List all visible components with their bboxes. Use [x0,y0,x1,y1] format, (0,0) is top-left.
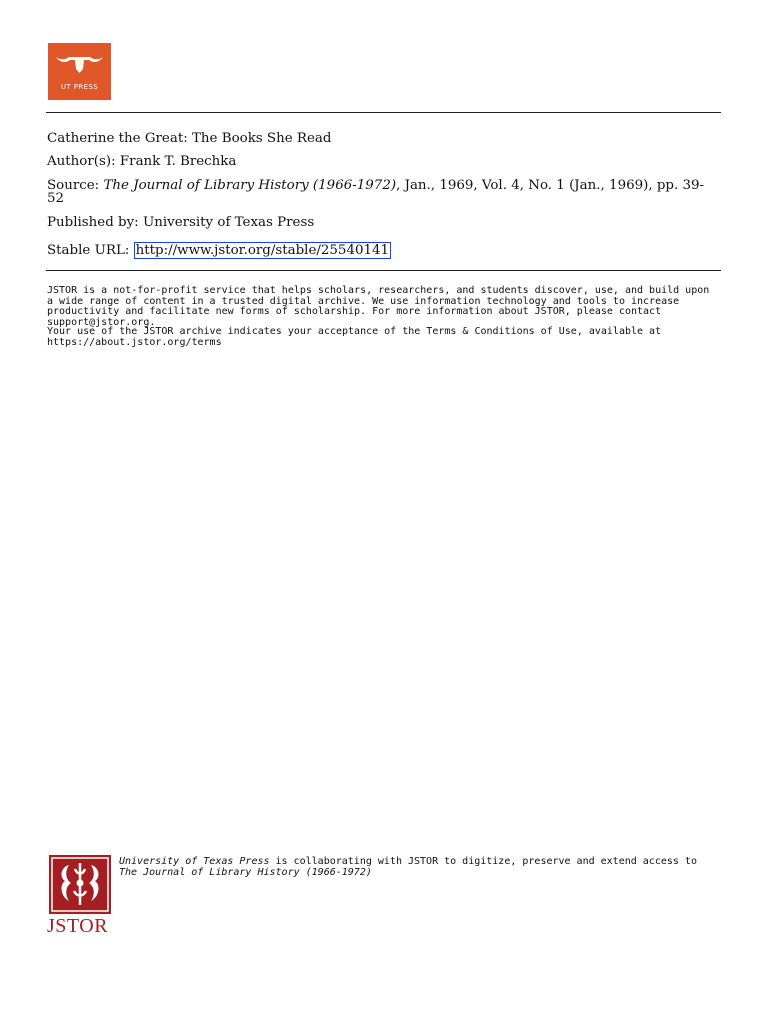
article-publisher [47,216,314,230]
stable-url-label: Stable URL: [47,243,130,258]
collab-journal: The Journal of Library History (1966-1972) [119,867,372,878]
jstor-emblem-icon [49,855,111,914]
terms-text: Your use of the JSTOR archive indicates your acceptance of the Terms & Conditions of Use, available at https://about.jstor.org/terms [47,326,662,348]
longhorn-icon [48,43,111,83]
ut-press-logo-text: UT PRESS [60,83,99,91]
ut-press-logo [48,43,111,100]
jstor-logo [47,855,115,937]
top-divider [46,112,721,113]
source-journal: The Journal of Library History (1966-1972) [103,178,397,193]
source-details: , Jan., 1969, Vol. 4, No. 1 (Jan., 1969), pp. 39-52 [47,178,705,206]
collab-text: is collaborating with JSTOR to digitize, preserve and extend access to [269,856,697,867]
source-label: Source: [47,178,100,193]
publisher-value: University of Texas Press [142,215,315,230]
article-source [47,179,707,205]
article-title: Catherine the Great: The Books She Read [47,131,332,146]
collaboration-note [119,856,719,878]
jstor-about-notice [47,286,719,328]
authors-value: Frank T. Brechka [119,154,237,169]
article-stable-url [47,242,391,259]
authors-label: Author(s): [47,154,116,169]
jstor-about-text: JSTOR is a not-for-profit service that helps scholars, researchers, and students discover, use, and build upon a wide range of content in a trusted digital archive. We use information technology and tools to increase productivity and facilitate new forms of scholarship. For more information about JSTOR, please contact support@jstor.org. [47,285,710,328]
jstor-wordmark: JSTOR [47,915,109,937]
terms-notice [47,327,719,348]
stable-url-link[interactable]: http://www.jstor.org/stable/25540141 [135,243,390,258]
publisher-label: Published by: [47,215,139,230]
article-authors [47,155,236,169]
middle-divider [46,270,721,271]
collab-publisher: University of Texas Press [119,856,270,867]
